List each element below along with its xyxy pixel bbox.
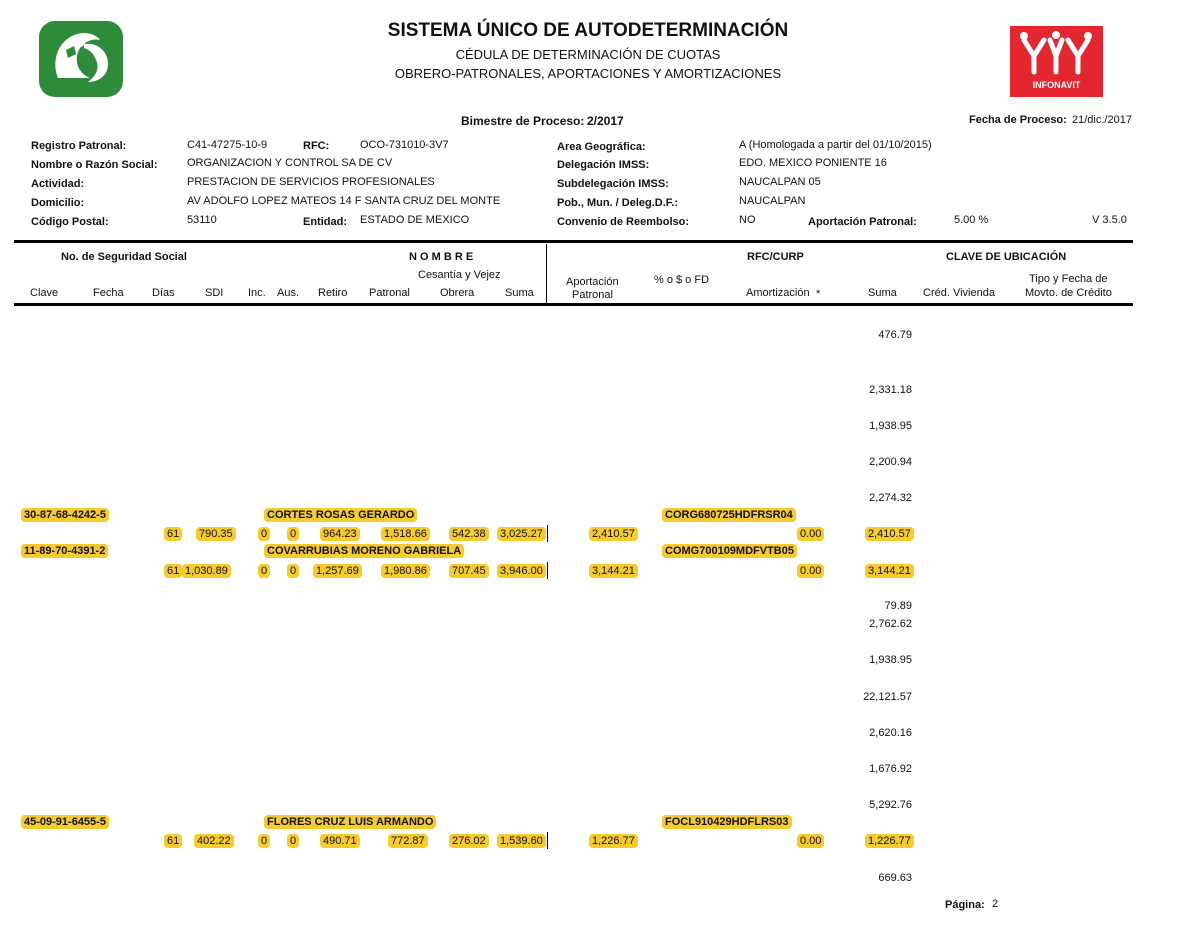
sum-value: 2,200.94 <box>869 456 912 468</box>
worker-name: FLORES CRUZ LUIS ARMANDO <box>264 815 436 829</box>
worker-suma: 3,946.00 <box>497 564 546 578</box>
col-obrera: Obrera <box>440 287 475 299</box>
col-inc: Inc. <box>248 287 266 299</box>
col-sdi: SDI <box>205 287 224 299</box>
worker-aportacion: 2,410.57 <box>589 527 638 541</box>
domicilio-value: AV ADOLFO LOPEZ MATEOS 14 F SANTA CRUZ DEL MONTE <box>187 195 501 207</box>
col-aportacion-2: Patronal <box>572 289 613 301</box>
col-aportacion-1: Aportación <box>566 276 619 288</box>
registro-value: C41-47275-10-9 <box>187 139 268 151</box>
worker-rfc: COMG700109MDFVTB05 <box>662 544 797 558</box>
col-pct: % o $ o FD <box>654 274 710 286</box>
worker-suma-2: 1,226.77 <box>865 834 914 848</box>
worker-aportacion: 3,144.21 <box>589 564 638 578</box>
worker-obrera: 542.38 <box>449 527 489 541</box>
col-dias: Días <box>152 287 175 299</box>
domicilio-label: Domicilio: <box>31 197 85 209</box>
infonavit-logo <box>1010 26 1103 97</box>
col-cesantia: Cesantía y Vejez <box>418 269 501 281</box>
area-label: Area Geográfica: <box>557 141 646 153</box>
worker-amortizacion: 0.00 <box>797 564 824 578</box>
worker-nss: 45-09-91-6455-5 <box>21 815 109 829</box>
cp-value: 53110 <box>187 214 217 226</box>
col-retiro: Retiro <box>318 287 348 299</box>
pagina-label: Página: <box>945 899 985 911</box>
worker-patronal: 772.87 <box>388 834 428 848</box>
sum-value: 1,938.95 <box>869 420 912 432</box>
worker-aus: 0 <box>287 527 299 541</box>
aportacion-patronal-label: Aportación Patronal: <box>808 216 917 228</box>
worker-sdi: 790.35 <box>196 527 236 541</box>
worker-inc: 0 <box>258 834 270 848</box>
worker-suma-2: 3,144.21 <box>865 564 914 578</box>
col-star: * <box>816 288 821 300</box>
col-clave: Clave <box>30 287 59 299</box>
sum-value: 2,620.16 <box>869 727 912 739</box>
sum-value: 2,274.32 <box>869 492 912 504</box>
col-nombre: N O M B R E <box>409 251 474 263</box>
row-divider <box>547 832 548 849</box>
worker-aus: 0 <box>287 834 299 848</box>
worker-inc: 0 <box>258 527 270 541</box>
bimestre-value: 2/2017 <box>587 114 624 128</box>
col-rfc-curp: RFC/CURP <box>747 251 804 263</box>
pagina-value: 2 <box>992 898 999 910</box>
sum-value: 22,121.57 <box>863 691 912 703</box>
worker-suma: 1,539.60 <box>497 834 546 848</box>
nombre-value: ORGANIZACION Y CONTROL SA DE CV <box>187 157 393 169</box>
imss-logo <box>38 20 124 98</box>
worker-aportacion: 1,226.77 <box>589 834 638 848</box>
worker-name: CORTES ROSAS GERARDO <box>264 508 417 522</box>
subdelegacion-value: NAUCALPAN 05 <box>739 176 821 188</box>
registro-label: Registro Patronal: <box>31 140 127 152</box>
version-label: V 3.5.0 <box>1092 214 1127 226</box>
entidad-value: ESTADO DE MEXICO <box>360 214 470 226</box>
sum-value: 2,762.62 <box>869 618 912 630</box>
delegacion-value: EDO. MEXICO PONIENTE 16 <box>739 157 887 169</box>
bimestre-label: Bimestre de Proceso: <box>461 114 585 128</box>
worker-nss: 11-89-70-4391-2 <box>21 544 108 558</box>
row-divider <box>547 562 548 579</box>
col-aus: Aus. <box>277 287 300 299</box>
worker-obrera: 707.45 <box>449 564 489 578</box>
worker-sdi: 402.22 <box>194 834 234 848</box>
col-suma-2: Suma <box>868 287 897 299</box>
header-bottom-rule <box>14 303 1133 306</box>
entidad-label: Entidad: <box>303 216 347 228</box>
document-subtitle-1: CÉDULA DE DETERMINACIÓN DE CUOTAS <box>455 47 721 62</box>
rfc-label: RFC: <box>303 140 330 152</box>
document-subtitle-2: OBRERO-PATRONALES, APORTACIONES Y AMORTIZACIONES <box>394 66 782 81</box>
worker-suma: 3,025.27 <box>497 527 546 541</box>
worker-retiro: 1,257.69 <box>313 564 362 578</box>
actividad-label: Actividad: <box>31 178 85 190</box>
worker-aus: 0 <box>287 564 299 578</box>
fecha-proceso-label: Fecha de Proceso: <box>969 114 1067 126</box>
sum-value: 5,292.76 <box>869 799 912 811</box>
col-suma: Suma <box>505 287 534 299</box>
worker-sdi: 1,030.89 <box>182 564 231 578</box>
header-divider <box>546 244 547 304</box>
col-clave-ubicacion: CLAVE DE UBICACIÓN <box>946 251 1067 263</box>
worker-nss: 30-87-68-4242-5 <box>21 508 109 522</box>
col-nss: No. de Seguridad Social <box>61 251 187 263</box>
header-top-rule <box>14 240 1133 243</box>
worker-rfc: FOCL910429HDFLRS03 <box>662 815 792 829</box>
worker-dias: 61 <box>164 564 182 578</box>
worker-amortizacion: 0.00 <box>797 834 824 848</box>
aportacion-patronal-value: 5.00 % <box>954 214 989 226</box>
infonavit-logo-text: INFONAVIT <box>1032 80 1081 90</box>
sum-value: 669.63 <box>878 872 912 884</box>
cp-label: Código Postal: <box>31 216 109 228</box>
nombre-label: Nombre o Razón Social: <box>31 159 158 171</box>
sum-value: 79.89 <box>884 600 912 612</box>
pob-label: Pob., Mun. / Deleg.D.F.: <box>557 197 678 209</box>
document-title: SISTEMA ÚNICO DE AUTODETERMINACIÓN <box>387 20 789 41</box>
worker-retiro: 964.23 <box>320 527 360 541</box>
col-tipo-2: Movto. de Crédito <box>1025 287 1112 299</box>
col-patronal: Patronal <box>369 287 410 299</box>
worker-inc: 0 <box>258 564 270 578</box>
rfc-value: OCO-731010-3V7 <box>360 139 449 151</box>
sum-value: 476.79 <box>878 329 912 341</box>
actividad-value: PRESTACION DE SERVICIOS PROFESIONALES <box>187 176 435 188</box>
area-value: A (Homologada a partir del 01/10/2015) <box>739 139 932 151</box>
sum-value: 1,676.92 <box>869 763 912 775</box>
worker-amortizacion: 0.00 <box>797 527 824 541</box>
fecha-proceso-value: 21/dic./2017 <box>1072 114 1132 126</box>
col-tipo-1: Tipo y Fecha de <box>1029 273 1108 285</box>
convenio-label: Convenio de Reembolso: <box>557 216 690 228</box>
worker-dias: 61 <box>164 834 182 848</box>
worker-obrera: 276.02 <box>449 834 489 848</box>
worker-retiro: 490.71 <box>320 834 360 848</box>
col-fecha: Fecha <box>93 287 124 299</box>
worker-rfc: CORG680725HDFRSR04 <box>662 508 796 522</box>
sum-value: 1,938.95 <box>869 654 912 666</box>
worker-patronal: 1,518.66 <box>381 527 430 541</box>
worker-patronal: 1,980.86 <box>381 564 430 578</box>
delegacion-label: Delegación IMSS: <box>557 159 650 171</box>
worker-dias: 61 <box>164 527 182 541</box>
subdelegacion-label: Subdelegación IMSS: <box>557 178 669 190</box>
worker-name: COVARRUBIAS MORENO GABRIELA <box>264 544 464 558</box>
pob-value: NAUCALPAN <box>739 195 806 207</box>
convenio-value: NO <box>739 214 756 226</box>
row-divider <box>547 525 548 542</box>
col-cred-vivienda: Créd. Vivienda <box>923 287 995 299</box>
col-amortizacion: Amortización <box>746 287 810 299</box>
sum-value: 2,331.18 <box>869 384 912 396</box>
worker-suma-2: 2,410.57 <box>865 527 914 541</box>
